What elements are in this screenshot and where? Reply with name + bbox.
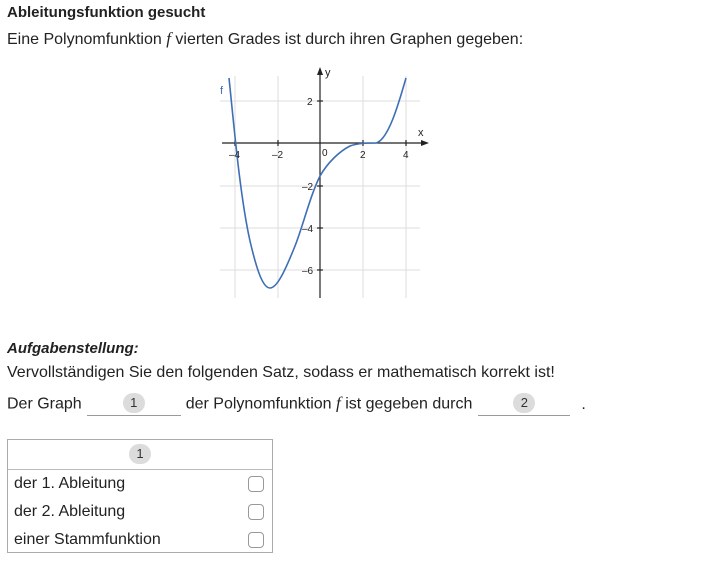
gap-2-badge: 2: [513, 393, 535, 413]
option-first-derivative[interactable]: [8, 470, 272, 498]
y-tick-label-minus2: –2: [302, 182, 314, 193]
x-axis-label: x: [418, 127, 424, 139]
checkbox[interactable]: [248, 532, 264, 548]
x-tick-label-2: 2: [360, 150, 366, 161]
sentence-part3: ist gegeben durch: [340, 395, 473, 413]
exercise-title: Ableitungsfunktion gesucht: [7, 4, 206, 21]
checkbox[interactable]: [248, 476, 264, 492]
sentence-end: .: [581, 395, 586, 413]
intro-text-before: Eine Polynomfunktion: [7, 31, 167, 48]
sentence-function-variable: f: [336, 393, 341, 413]
y-axis-label: y: [325, 67, 331, 79]
x-tick-label-minus2: –2: [272, 150, 284, 161]
y-axis-arrow: [317, 67, 323, 75]
x-tick-label-4: 4: [403, 150, 409, 161]
x-axis-arrow: [421, 140, 429, 146]
option-antiderivative[interactable]: [8, 526, 272, 554]
gap-1[interactable]: [87, 393, 181, 416]
option-label: einer Stammfunktion: [14, 531, 161, 548]
function-curve: [229, 78, 406, 288]
checkbox[interactable]: [248, 504, 264, 520]
intro-text: [7, 29, 523, 49]
intro-function-variable: f: [166, 29, 171, 48]
task-heading: Aufgabenstellung:: [7, 340, 139, 357]
option-second-derivative[interactable]: [8, 498, 272, 526]
function-label: f: [220, 85, 224, 97]
task-instruction: Vervollständigen Sie den folgenden Satz, sodass er mathematisch korrekt ist!: [7, 364, 555, 381]
gap-2[interactable]: [478, 393, 570, 416]
intro-text-after: vierten Grades ist durch ihren Graphen gegeben:: [170, 31, 524, 48]
function-graph: [210, 66, 435, 306]
y-tick-label-minus4: –4: [302, 224, 314, 235]
option-label: der 1. Ableitung: [14, 475, 126, 492]
origin-label: 0: [322, 148, 328, 159]
gap-1-badge: 1: [123, 393, 145, 413]
choice-box-badge: 1: [129, 444, 151, 464]
cloze-sentence: [7, 393, 586, 416]
choice-box-header: [8, 440, 272, 470]
x-tick-label-minus4: –4: [229, 150, 241, 161]
y-tick-label-minus6: –6: [302, 266, 314, 277]
y-tick-label-2: 2: [307, 97, 313, 108]
gap-1-choice-box: [7, 439, 273, 553]
sentence-part2: der Polynomfunktion: [185, 395, 337, 413]
option-label: der 2. Ableitung: [14, 503, 126, 520]
sentence-part1: Der Graph: [7, 395, 82, 413]
